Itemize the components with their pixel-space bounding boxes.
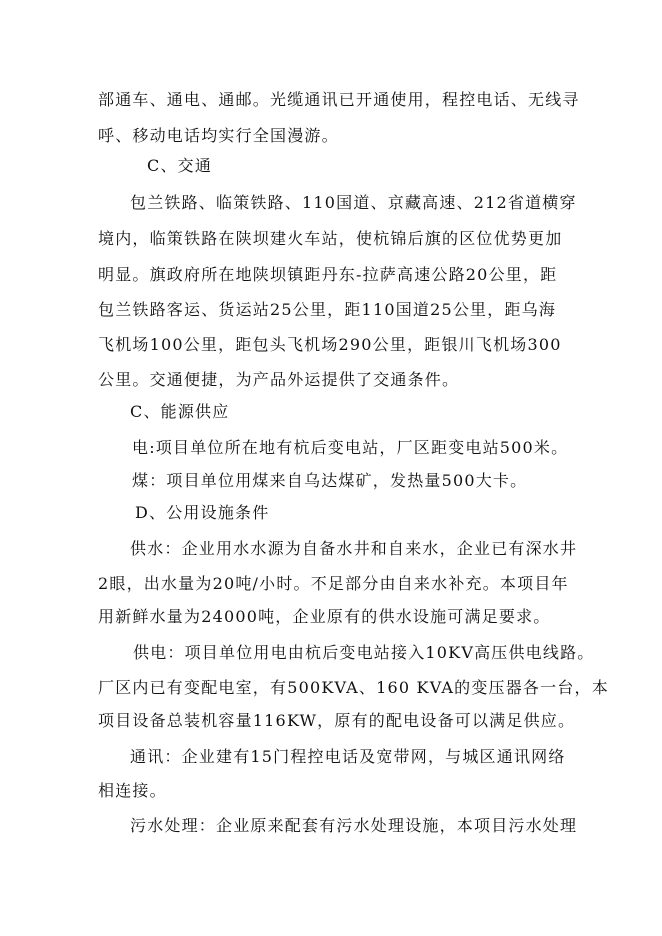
text-line-9: 公里。交通便捷，为产品外运提供了交通条件。: [98, 370, 460, 389]
text-line-16: 用新鲜水量为24000吨，企业原有的供水设施可满足要求。: [98, 607, 551, 626]
section-heading-utilities: D、公用设施条件: [135, 503, 270, 522]
text-line-17: 供电：项目单位用电由杭后变电站接入10KV高压供电线路。: [133, 643, 595, 662]
section-heading-transport: C、交通: [147, 156, 213, 175]
section-heading-energy: C、能源供应: [130, 402, 230, 421]
text-line-15: 2眼，出水量为20吨/小时。不足部分由自来水补充。本项目年: [98, 574, 569, 593]
text-line-4: 包兰铁路、临策铁路、110国道、京藏高速、212省道横穿: [130, 193, 577, 212]
text-line-5: 境内，临策铁路在陕坝建火车站，使杭锦后旗的区位优势更加: [98, 229, 563, 248]
text-line-22: 污水处理：企业原来配套有污水处理设施，本项目污水处理: [130, 816, 578, 835]
text-line-14: 供水：企业用水水源为自备水井和自来水，企业已有深水井: [130, 539, 578, 558]
text-line-21: 相连接。: [98, 781, 167, 800]
text-line-8: 飞机场100公里，距包头飞机场290公里，距银川飞机场300: [98, 335, 562, 354]
text-line-12: 煤：项目单位用煤来自乌达煤矿，发热量500大卡。: [132, 471, 528, 490]
text-line-11: 电:项目单位所在地有杭后变电站，厂区距变电站500米。: [132, 438, 569, 457]
text-line-2: 呼、移动电话均实行全国漫游。: [98, 126, 339, 145]
text-line-20: 通讯：企业建有15门程控电话及宽带网，与城区通讯网络: [130, 747, 566, 766]
text-line-7: 包兰铁路客运、货运站25公里，距110国道25公里，距乌海: [98, 300, 557, 319]
text-line-6: 明显。旗政府所在地陕坝镇距丹东-拉萨高速公路20公里，距: [98, 265, 558, 284]
text-line-19: 项目设备总装机容量116KW，原有的配电设备可以满足供应。: [98, 711, 576, 730]
text-line-18: 厂区内已有变配电室，有500KVA、160 KVA的变压器各一台，本: [98, 678, 609, 697]
text-line-1: 部通车、通电、通邮。光缆通讯已开通使用，程控电话、无线寻: [98, 90, 580, 109]
